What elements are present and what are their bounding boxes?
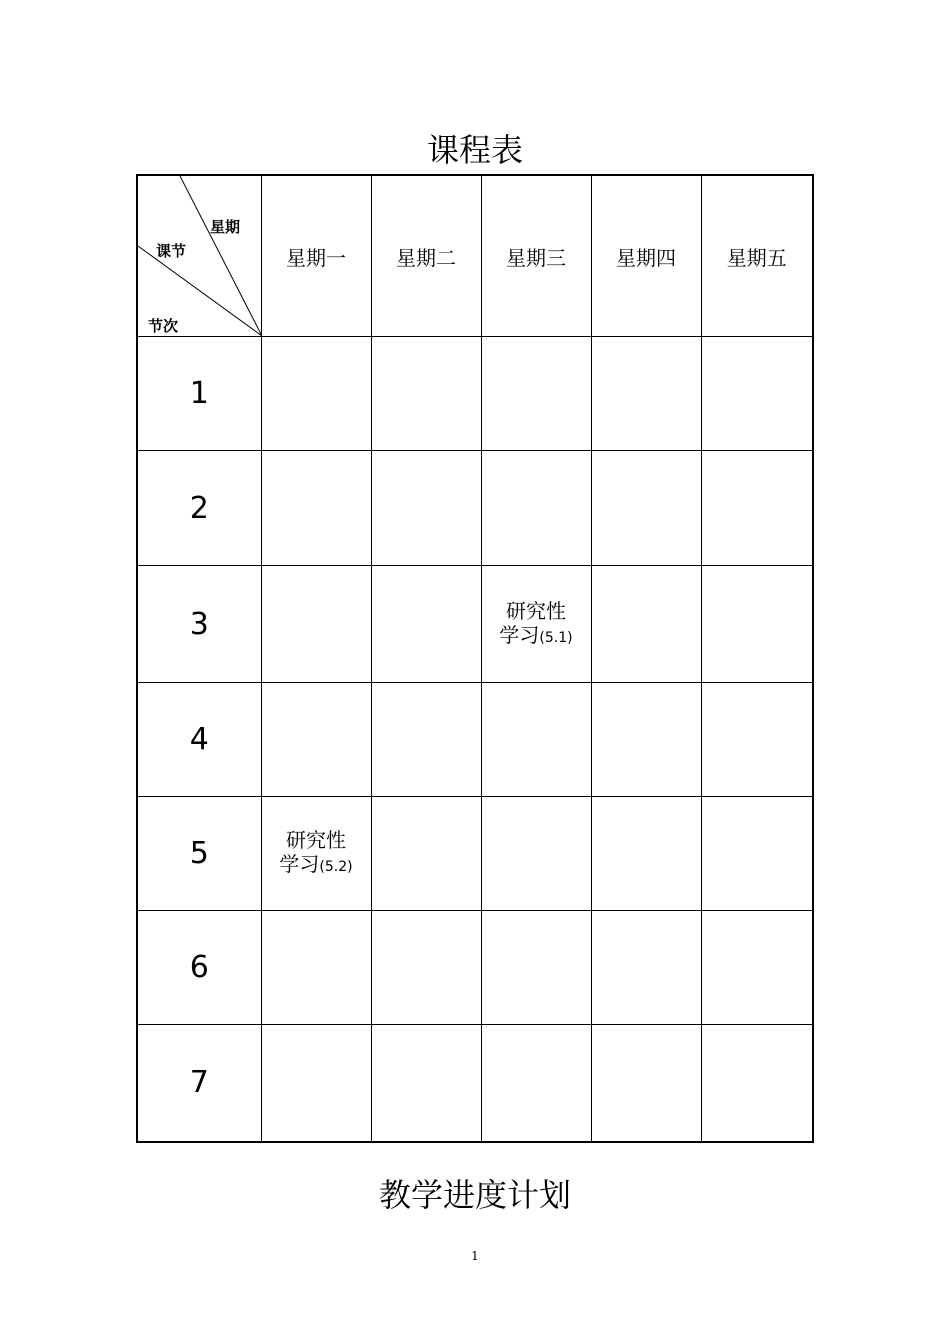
section-title: 教学进度计划 [378,1176,571,1214]
schedule-cell [261,337,371,451]
table-row [137,1025,813,1142]
day-header-thursday: 星期四 [591,175,701,337]
table-row [137,911,813,1025]
schedule-cell [481,1025,591,1142]
header-row [137,175,813,337]
corner-class-label: 课节 [156,242,187,260]
schedule-cell [591,337,701,451]
schedule-cell [371,911,481,1025]
schedule-cell [371,451,481,566]
table-row [137,797,813,911]
period-number: 5 [137,797,261,911]
schedule-cell [371,337,481,451]
schedule-cell [591,911,701,1025]
table-row [137,566,813,683]
schedule-cell [701,911,813,1025]
entry-line2: 学习 [279,852,320,876]
schedule-cell [591,1025,701,1142]
schedule-cell [371,797,481,911]
period-number: 1 [137,337,261,451]
schedule-cell [481,337,591,451]
schedule-cell [261,683,371,797]
table-row [137,683,813,797]
table-row [137,337,813,451]
schedule-cell [591,683,701,797]
period-number: 7 [137,1025,261,1142]
schedule-cell [591,451,701,566]
schedule-cell [701,1025,813,1142]
schedule-cell [481,451,591,566]
schedule-cell [261,451,371,566]
period-number: 4 [137,683,261,797]
entry-note: (5.1) [539,629,573,646]
entry-line2: 学习 [499,622,540,647]
page-number: 1 [471,1249,479,1263]
table-row [137,451,813,566]
corner-week-label: 星期 [210,218,241,236]
schedule-table [136,174,814,1143]
corner-header-cell [137,175,261,337]
schedule-cell [701,683,813,797]
schedule-cell [261,911,371,1025]
day-header-wednesday: 星期三 [481,175,591,337]
day-header-monday: 星期一 [261,175,371,337]
entry-line1: 研究性 [286,828,346,852]
schedule-cell [701,451,813,566]
day-header-friday: 星期五 [701,175,813,337]
schedule-cell [371,683,481,797]
schedule-cell [591,566,701,683]
page-title: 课程表 [426,131,523,169]
entry-line1: 研究性 [506,598,566,623]
schedule-cell-entry [481,566,591,683]
schedule-cell [261,566,371,683]
schedule-cell [371,566,481,683]
schedule-cell [371,1025,481,1142]
day-header-tuesday: 星期二 [371,175,481,337]
schedule-cell [481,683,591,797]
schedule-cell [481,797,591,911]
period-number: 2 [137,451,261,566]
schedule-cell [261,1025,371,1142]
schedule-cell [701,337,813,451]
period-number: 6 [137,911,261,1025]
period-number: 3 [137,566,261,683]
corner-period-label: 节次 [148,317,179,335]
schedule-cell [591,797,701,911]
schedule-cell [701,566,813,683]
schedule-cell [701,797,813,911]
entry-note: (5.2) [319,859,353,875]
schedule-cell-entry [261,797,371,911]
schedule-cell [481,911,591,1025]
